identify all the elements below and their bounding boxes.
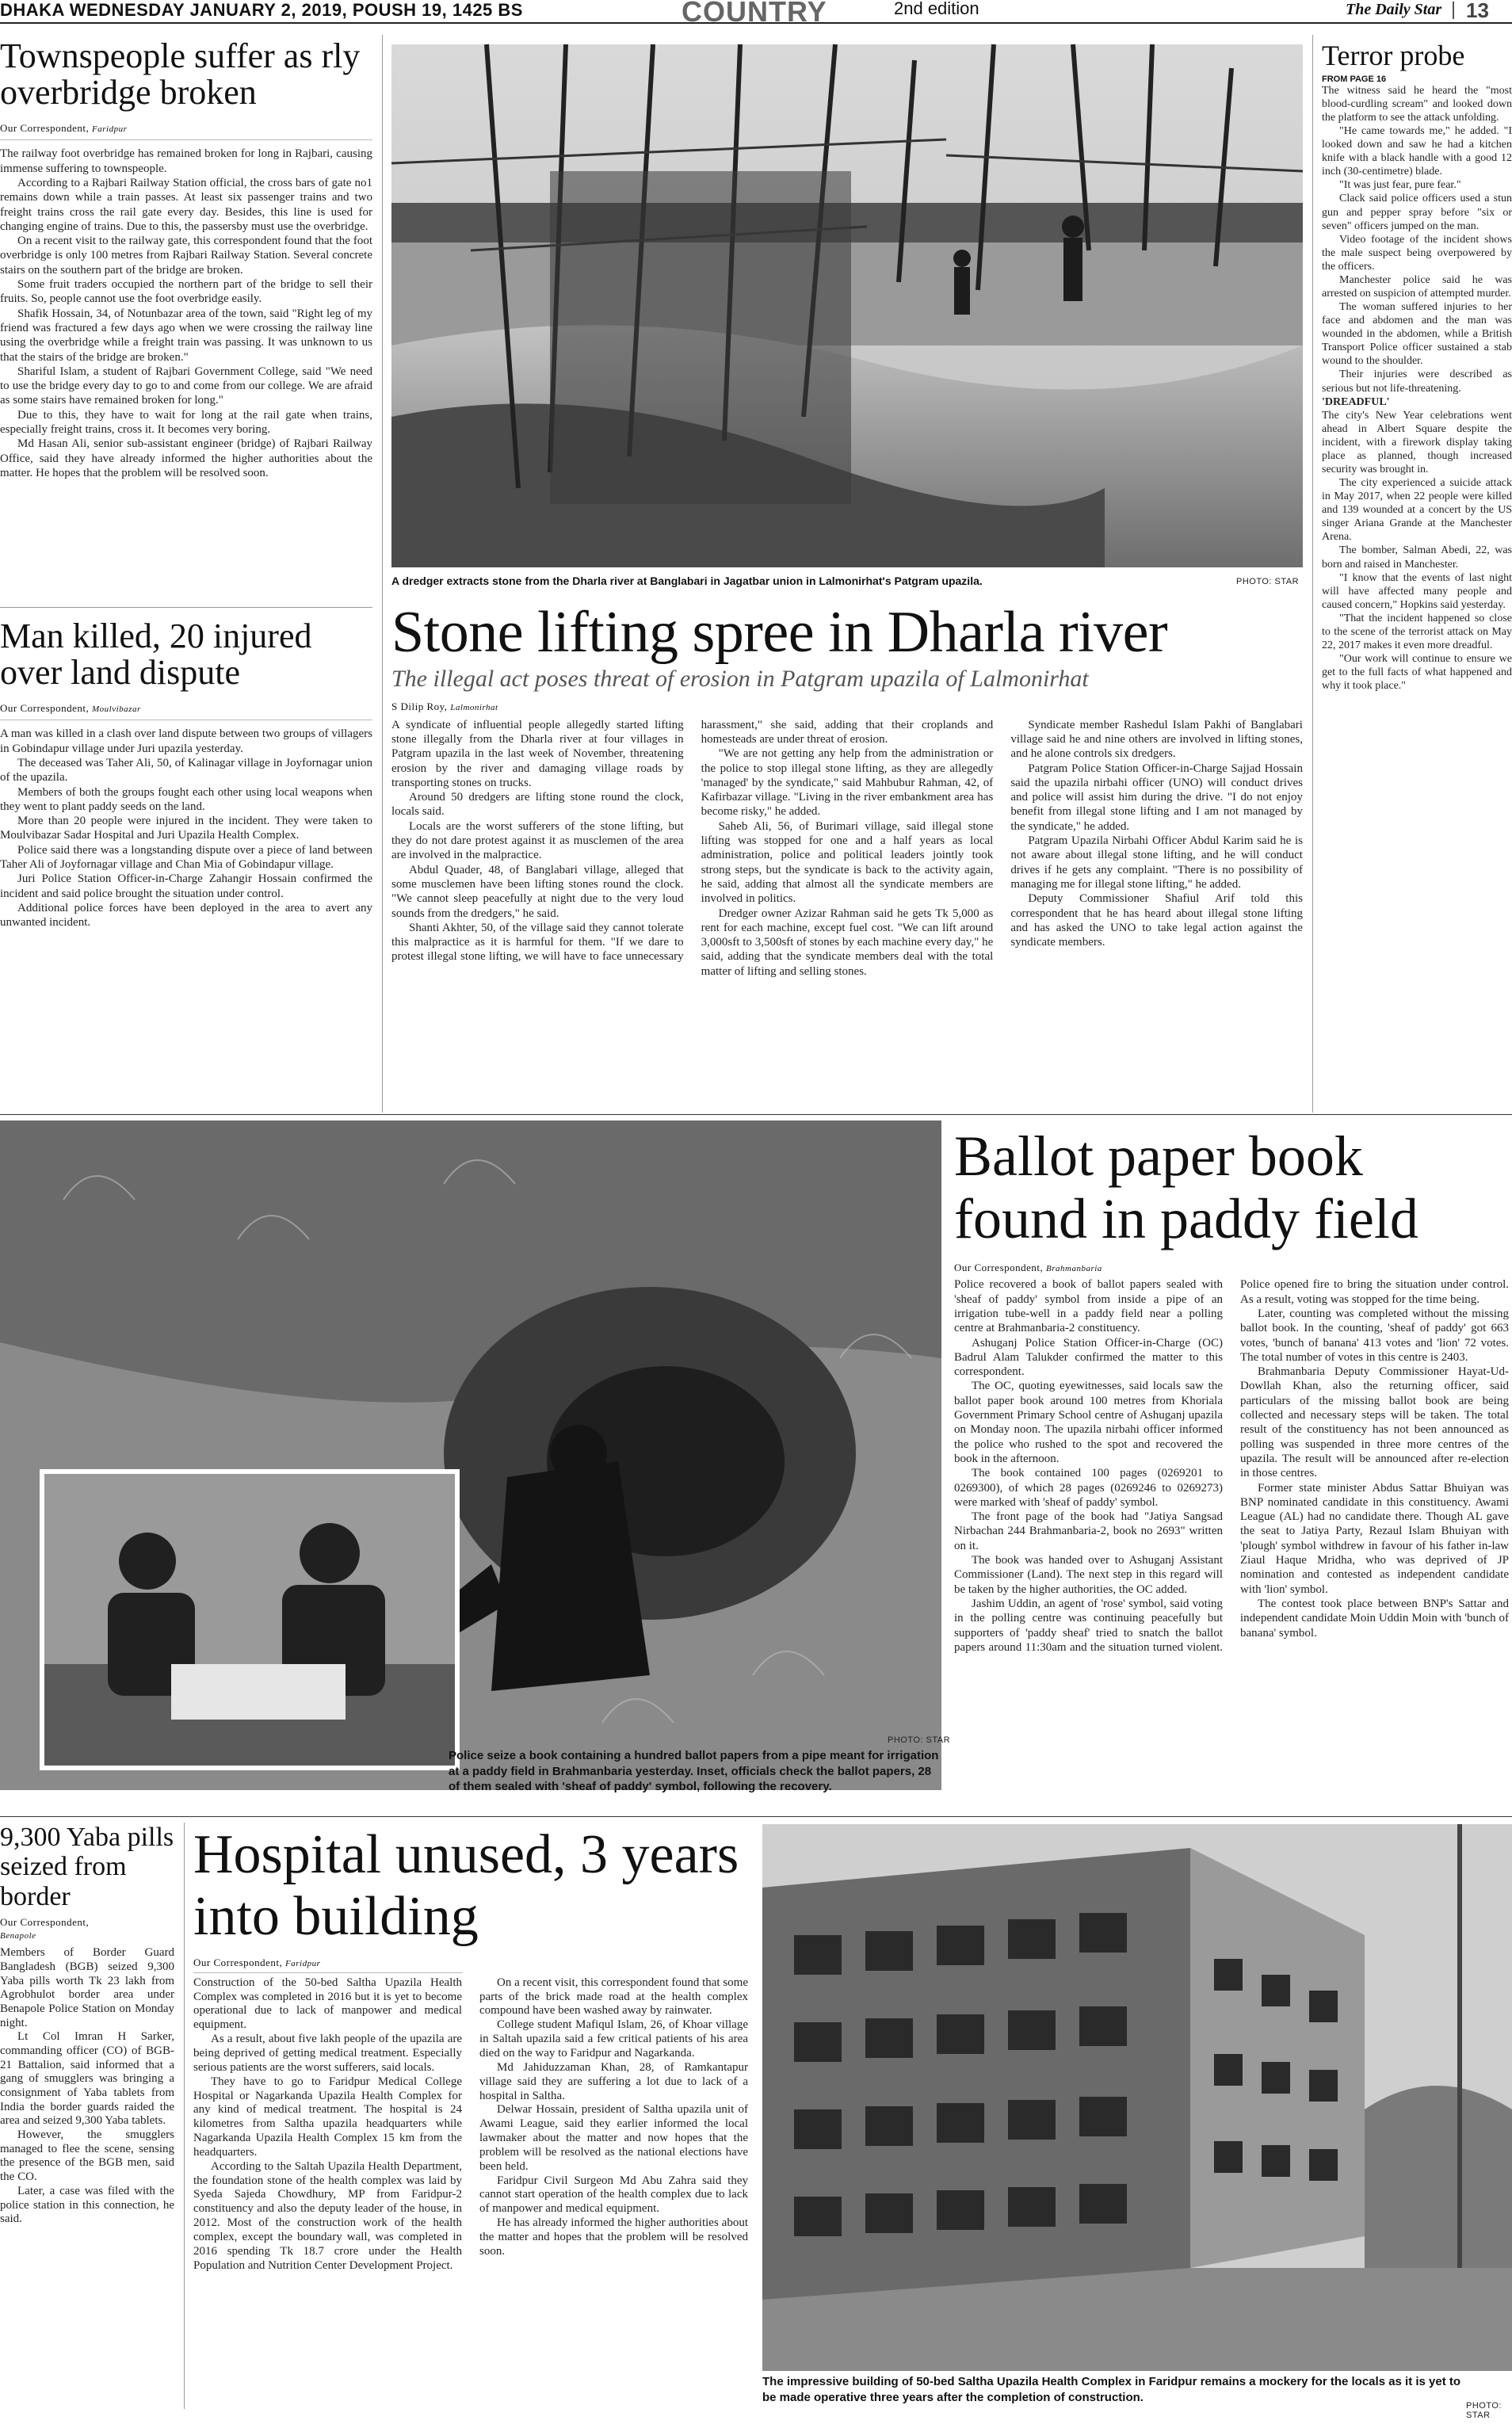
subhead: 'DREADFUL' <box>1322 395 1390 408</box>
riverbank-image <box>391 44 1303 567</box>
paragraph: Clack said police officers used a stun gun and pepper spray before "six or seven" officers jumped on the man. <box>1322 193 1512 232</box>
paragraph: Patgram Upazila Nirbahi Officer Abdul Karim said he is not aware about illegal stone lifting, and he will conduct drives if he gets any complaint. "There is no possibility of managing me for illegal stone lifting," he added. <box>1010 834 1303 891</box>
paragraph: The witness said he heard the "most blood-curdling scream" and looked down the platform to see the attack unfolding. <box>1322 84 1512 124</box>
paragraph: Md Hasan Ali, senior sub-assistant engineer (bridge) of Rajbari Railway Office, said they have already informed the higher authorities about the matter. He hopes that the problem will be resolved soon. <box>0 437 372 479</box>
paragraph: College student Mafiqul Islam, 26, of Khoar village in Saltah upazila said a few critical patients of his area died on the way to Faridpur and Nagarkanda. <box>479 2018 748 2060</box>
paragraph: Saheb Ali, 56, of Burimari village, said illegal stone lifting was stopped for one and a half years as local administration, police and political leaders jointly took strong steps, but the syndicate is back to the activity again, he said, adding that almost all the syndicate members are involved in politics. <box>701 819 994 906</box>
story-overbridge <box>0 38 372 480</box>
dateline: DHAKA WEDNESDAY JANUARY 2, 2019, POUSH 19, 1425 BS <box>0 0 523 20</box>
paragraph: The front page of the book had "Jatiya Sangsad Nirbachan 244 Brahmanbaria-2, book no 2693" written on it. <box>954 1510 1223 1552</box>
page-number: 13 <box>1466 0 1489 22</box>
paragraph: A syndicate of influential people allegedly started lifting stone illegally from the Dharla river at four villages in Patgram upazila in the last week of November, threatening erosion by the river and damaging village roads by transporting stones on trucks. <box>391 718 684 789</box>
paragraph: Jashim Uddin, an agent of 'rose' symbol, said voting in the polling centre was continuing peacefully but supporters of 'paddy sheaf' tried to snatch the ballot papers around 11:30am and the situation turned violent. Police opened fire to bring the situation under control. As a result, voting was stopped for the time being. <box>954 1278 1509 1654</box>
byline <box>0 1916 174 1941</box>
photo-credit: PHOTO: STAR <box>888 1735 951 1745</box>
headline: Townspeople suffer as rly overbridge broken <box>0 36 361 113</box>
paragraph: Police recovered a book of ballot papers sealed with 'sheaf of paddy' symbol from inside a pipe of an irrigation tube-well in a paddy field near a polling centre at Brahmanbaria-2 constituency. <box>954 1278 1223 1335</box>
paragraph: The city's New Year celebrations went ahead in Albert Square despite the incident, with a firework display taking place as planned, though increased security was brought in. <box>1322 409 1512 475</box>
paragraph: According to a Rajbari Railway Station official, the cross bars of gate no1 remains down while a train passes. At least six passenger trains and two freight trains cross the rail gate every day. Besides, this line is used for changing engine of trains. Due to this, the passersby must use the overbridge. <box>0 176 372 233</box>
divider <box>1312 35 1313 1113</box>
paragraph: He has already informed the higher authorities about the matter and hopes that the problem will be resolved soon. <box>479 2216 748 2258</box>
story-man-killed <box>0 618 372 930</box>
paragraph: Former state minister Abdus Sattar Bhuiyan was BNP nominated candidate in this constituency. Awami League (AL) had no candidate there. Though AL gave the seat to Jatiya Party, Rezaul Islam Bhuiyan with 'plough' symbol withdrew in favour of his father in-law Ziaul Haque Mridha, who was deprived of JP nomination and contested as independent candidate with 'lion' symbol. <box>1240 1481 1509 1596</box>
paragraph: Ashuganj Police Station Officer-in-Charge (OC) Badrul Alam Talukder confirmed the matter to this correspondent. <box>954 1336 1223 1379</box>
article-body <box>1322 84 1512 693</box>
byline <box>193 1957 463 1973</box>
paragraph: They have to go to Faridpur Medical College Hospital or Nagarkanda Upazila Health Complex for any kind of medical treatment. The hospital is 24 kilometres from Saltha upazila headquarters while Nagarkanda Upazila Health Complex 15 km from the headquarters. <box>193 2075 462 2159</box>
paragraph: Manchester police said he was arrested on suspicion of attempted murder. <box>1322 273 1512 300</box>
paragraph: Construction of the 50-bed Saltha Upazila Health Complex was completed in 2016 but it is yet to become operational due to lack of manpower and medical equipment. <box>193 1976 462 2032</box>
paragraph: The book contained 100 pages (0269201 to 0269300), of which 28 pages (0269246 to 0269273) were marked with 'sheaf of paddy' symbol. <box>954 1467 1223 1509</box>
paragraph: "It was just fear, pure fear." <box>1339 179 1461 192</box>
photo-credit: PHOTO: STAR <box>1236 577 1300 586</box>
paragraph: Syndicate member Rashedul Islam Pakhi of Banglabari village said he and nine others are involved in lifting stones, and he alone controls six dredgers. <box>1010 718 1303 761</box>
divider <box>382 35 383 1113</box>
paragraph: Abdul Quader, 48, of Banglabari village, alleged that some musclemen have been lifting stones round the clock. "We cannot sleep peacefully at night due to the very loud sounds from the dredgers," he said. <box>391 863 684 920</box>
byline-author: Our Correspondent, <box>0 1916 90 1929</box>
inset-photo <box>40 1469 460 1770</box>
paragraph: "He came towards me," he added. "I looked down and saw he had a kitchen knife with a black handle with a good 12 inch (30-centimetre) blade. <box>1322 125 1512 178</box>
article-body <box>954 1277 1509 1816</box>
paragraph: Lt Col Imran H Sarker, commanding officer (CO) of BGB-21 Battalion, said informed that a gang of smugglers was bringing a consignment of Yaba tablets from India the border guards raided the area and seized 9,300 Yaba tablets. <box>0 2030 174 2128</box>
divider <box>0 1114 1512 1115</box>
photo-caption: Police seize a book containing a hundred ballot papers from a pipe meant for irrigation at a paddy field in Brahmanbaria yesterday. Inset, officials check the ballot papers, 28 of them sealed with 'sheaf of paddy' symbol, following the recovery. <box>449 1749 939 1793</box>
paragraph: Faridpur Civil Surgeon Md Abu Zahra said they cannot start operation of the health complex due to lack of manpower and medical equipment. <box>479 2174 748 2216</box>
paragraph: Locals are the worst sufferers of the stone lifting, but they do not dare protest against it as musclemen of the area are involved in the malpractice. <box>391 819 684 862</box>
paragraph: A man was killed in a clash over land dispute between two groups of villagers in Gobindapur village under Juri upazila yesterday. <box>0 727 372 755</box>
paragraph: On a recent visit, this correspondent found that some parts of the brick made road at the health complex compound have been washed away by rainwater. <box>479 1976 749 2018</box>
paragraph: Dredger owner Azizar Rahman said he gets Tk 5,000 as rent for each machine, except fuel cost. "We can lift around 3,000sft to 3,500sft of stones by each machine every day," he said, adding that the syndicate members deal with the total matter of lifting and selling stones. <box>701 907 994 978</box>
dharla-photo <box>391 44 1303 567</box>
headline: 9,300 Yaba pills seized from border <box>0 1823 174 1911</box>
paragraph: Delwar Hossain, president of Saltha upazila unit of Awami League, said they earlier informed the local lawmaker about the matter and now hopes that the problem will be resolved as the national elections have been held. <box>479 2103 748 2173</box>
byline-author: Our Correspondent, <box>954 1262 1044 1274</box>
paragraph: Due to this, they have to wait for long at the rail gate when trains, especially freight trains, cross it. It becomes very boring. <box>0 408 372 437</box>
paragraph: "I know that the events of last night will have affected many people and caused concern," Hopkins said yesterday. <box>1322 571 1512 611</box>
paragraph: Patgram Police Station Officer-in-Charge Sajjad Hossain said the upazila nirbahi officer (UNO) will conduct drives and police will assist him during the drive. "I do not enjoy benefit from illegal stone lifting and I am not managed by the syndicate," he added. <box>1010 762 1303 833</box>
byline <box>0 122 372 140</box>
byline-author: Our Correspondent, <box>0 702 90 715</box>
officials-image <box>44 1474 455 1766</box>
paragraph: "We are not getting any help from the administration or the police to stop illegal stone lifting, as they are allegedly 'managed' by the syndicate," said Mahbubur Rahman, 42, of Kafirbazar village. "Living in the river embankment area has become risky," he added. <box>701 747 994 819</box>
paragraph: The railway foot overbridge has remained broken for long in Rajbari, causing immense suffering to townspeople. <box>0 147 372 175</box>
paragraph: However, the smugglers managed to flee the scene, sensing the presence of the BGB men, said the CO. <box>0 2128 174 2184</box>
byline-place: Faridpur <box>285 1958 321 1968</box>
paragraph: Shafik Hossain, 34, of Notunbazar area of the town, said "Right leg of my friend was fractured a few days ago when we were crossing the railway line using the overbridge while a freight train was passing. It was unknown to us that the stairs of the bridge are broken." <box>0 307 372 364</box>
divider <box>184 1823 185 2409</box>
story-ballot <box>954 1125 1509 1816</box>
byline-place: Benapole <box>0 1931 36 1941</box>
paragraph: Juri Police Station Officer-in-Charge Zahangir Hossain confirmed the incident and said police brought the situation under control. <box>0 872 372 900</box>
byline-author: Our Correspondent, <box>0 122 90 135</box>
paragraph: The city experienced a suicide attack in May 2017, when 22 people were killed and 139 wounded at a concert by the US singer Ariana Grande at the Manchester Arena. <box>1322 477 1512 544</box>
divider <box>0 607 372 608</box>
story-terror-probe <box>1322 41 1512 693</box>
paragraph: The contest took place between BNP's Sattar and independent candidate Moin Uddin Moin with 'bunch of banana' symbol. <box>1240 1597 1509 1640</box>
paragraph: The deceased was Taher Ali, 50, of Kalinagar village in Joyfornagar union of the upazila. <box>0 756 372 785</box>
paragraph: Later, counting was completed without the missing ballot book. In the counting, 'sheaf of paddy' got 663 votes, 'bunch of banana' 413 votes and 'lion' 72 votes. The total number of votes in this centre is 2403. <box>1240 1307 1509 1364</box>
hospital-building-image <box>762 1824 1512 2371</box>
section-title: COUNTRY <box>682 0 827 28</box>
newspaper-logo: The Daily Star <box>1346 1 1442 18</box>
photo-caption: The impressive building of 50-bed Saltha Upazila Health Complex in Faridpur remains a mockery for the locals as it is yet to be made operative three years after the completion of construction. <box>762 2375 1461 2404</box>
paragraph: As a result, about five lakh people of the upazila are being deprived of getting medical treatment. Especially serious patients are the worst sufferers, said locals. <box>193 2033 462 2074</box>
paragraph: Members of both the groups fought each other using local weapons when they went to plant paddy seeds on the land. <box>0 785 372 813</box>
paragraph: Their injuries were described as serious but not life-threatening. <box>1322 368 1512 395</box>
article-body <box>0 147 372 480</box>
headline: Man killed, 20 injured over land dispute <box>0 617 312 693</box>
byline <box>391 701 681 713</box>
paragraph: Deputy Commissioner Shafiul Arif told this correspondent that he has heard about illegal stone lifting and has asked the UNO to take legal action against the syndicate members. <box>1010 892 1303 949</box>
headline: Ballot paper book found in paddy field <box>954 1124 1418 1251</box>
paragraph: "Our work will continue to ensure we get to the full facts of what happened and why it took place." <box>1322 653 1512 693</box>
paragraph: Video footage of the incident shows the male suspect being overpowered by the officers. <box>1322 233 1512 273</box>
article-body <box>193 1976 748 2428</box>
byline <box>954 1262 1224 1274</box>
paragraph: According to the Saltah Upazila Health Department, the foundation stone of the health complex was laid by Syeda Sajeda Chowdhury, MP from Faridpur-2 constituency and also the deputy leader of the house, in 2012. Most of the construction work of the health complex, except the boundary wall, was completed in 2016 spending Tk 18.7 crore under the Health Population and Nutrition Center Development Project. <box>193 2159 462 2272</box>
paragraph: Around 50 dredgers are lifting stone round the clock, locals said. <box>391 791 684 819</box>
subheadline: The illegal act poses threat of erosion in Patgram upazila of Lalmonirhat <box>391 665 1089 692</box>
paragraph: Some fruit traders occupied the northern part of the bridge to sell their fruits. So, people cannot use the foot overbridge easily. <box>0 278 372 306</box>
paragraph: On a recent visit to the railway gate, this correspondent found that the foot overbridge is only 100 metres from Rajbari Railway Station. Several concrete stairs on the southern part of the bridge are broken. <box>0 235 372 277</box>
byline-place: Faridpur <box>92 124 128 135</box>
paragraph: The OC, quoting eyewitnesses, said locals saw the ballot paper book around 100 metres from Khoriala Government Primary School centre of Ashuganj upazila on Monday noon. The upazila nirbahi officer informed the police who rushed to the spot and recovered the book in the afternoon. <box>954 1380 1223 1465</box>
paragraph: Shanti Akhter, 50, of the village said they cannot tolerate this malpractice as it is harmful for them. "If we dare to protest illegal stone lifting, we will have to face unnecessary harassment," she said, adding that their croplands and homesteads are under threat of erosion. <box>391 718 994 964</box>
paragraph: Md Jahiduzzaman Khan, 28, of Ramkantapur village said they are suffering a lot due to lack of a hospital in Saltha. <box>479 2060 748 2102</box>
story-yaba <box>0 1823 174 2227</box>
byline-place: Lalmonirhat <box>450 702 498 712</box>
jump-line: FROM PAGE 16 <box>1322 74 1387 84</box>
byline-author: S Dilip Roy, <box>391 700 448 712</box>
headline: Stone lifting spree in Dharla river <box>391 600 1168 665</box>
headline: Terror probe <box>1322 40 1465 71</box>
photo-caption: A dredger extracts stone from the Dharla river at Banglabari in Jagatbar union in Lalmonirhat's Patgram upazila. <box>391 575 983 587</box>
divider <box>0 1816 1512 1817</box>
paragraph: The book was handed over to Ashuganj Assistant Commissioner (Land). The next step in this regard will be taken by the higher authorities, the OC added. <box>954 1554 1223 1596</box>
story-hospital <box>193 1824 748 2428</box>
masthead <box>0 0 1512 28</box>
edition-label: 2nd edition <box>894 0 979 18</box>
paragraph: Additional police forces have been deployed in the area to avert any unwanted incident. <box>0 901 372 930</box>
paragraph: Members of Border Guard Bangladesh (BGB) seized 9,300 Yaba pills worth Tk 23 lakh from Agrobhulot border area under Benapole Police Station on Monday night. <box>0 1946 174 2029</box>
paragraph: "That the incident happened so close to the scene of the terrorist attack on May 22, 2017 makes it even more dreadful. <box>1322 612 1512 651</box>
byline-author: Our Correspondent, <box>193 1956 283 1968</box>
byline <box>0 702 372 720</box>
photo-credit: PHOTO: STAR <box>1466 2401 1502 2420</box>
article-body <box>0 1946 174 2227</box>
article-body <box>0 727 372 930</box>
paragraph: Later, a case was filed with the police station in this connection, he said. <box>0 2184 174 2226</box>
article-body <box>391 718 1303 1114</box>
paragraph: Shariful Islam, a student of Rajbari Government College, said "We need to use the bridge every day to go to and come from our college. We are afraid as some stairs have remained broken for long." <box>0 365 372 407</box>
hospital-photo <box>762 1824 1512 2371</box>
byline-place: Brahmanbaria <box>1046 1264 1102 1274</box>
paragraph: The bomber, Salman Abedi, 22, was born and raised in Manchester. <box>1322 544 1512 571</box>
divider <box>1453 2 1454 19</box>
paragraph: Police said there was a longstanding dispute over a piece of land between Taher Ali of Joyfornagar village and Chan Mia of Gobindapur village. <box>0 843 372 872</box>
headline: Hospital unused, 3 years into building <box>193 1824 739 1948</box>
story-dharla <box>391 602 1303 1114</box>
paragraph: More than 20 people were injured in the incident. They were taken to Moulvibazar Sadar Hospital and Juri Upazila Health Complex. <box>0 815 372 842</box>
ballot-photo <box>0 1120 941 1790</box>
byline-place: Moulvibazar <box>92 704 141 715</box>
paragraph: Brahmanbaria Deputy Commissioner Hayat-Ud-Dowllah Khan, also the returning officer, said particulars of the missing ballot book are being collected and necessary steps will be taken. The total result of the constituency has not been announced as polling was suspended in three more centres of the upazila. The result will be announced after re-election in those centres. <box>1240 1365 1509 1480</box>
paragraph: The woman suffered injuries to her face and abdomen and the man was wounded in the abdomen, while a British Transport Police officer sustained a stab wound to the shoulder. <box>1322 301 1512 368</box>
